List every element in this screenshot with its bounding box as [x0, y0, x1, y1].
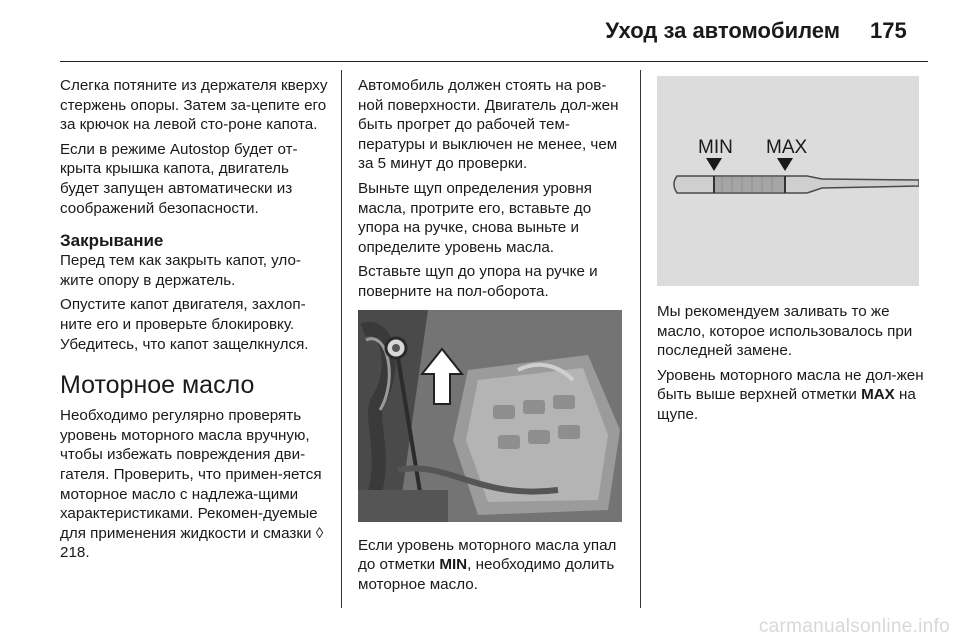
dipstick-min-label: MIN	[698, 137, 733, 158]
column-divider-1	[341, 70, 342, 608]
column-left	[60, 76, 332, 568]
column-divider-2	[640, 70, 641, 608]
max-level-text-2: на щупе.	[657, 386, 916, 423]
paragraph-closing-2: Опустите капот двигателя, захлоп-ните его и проверьте блокировку. Убедитесь, что капот защелкнулся.	[60, 296, 309, 353]
section-title-engine-oil: Моторное масло	[60, 371, 255, 400]
paragraph-hood-prop: Слегка потяните из держателя кверху стержень опоры. Затем за-цепите его за крючок на левой сто-роне капота.	[60, 77, 328, 134]
paragraph-same-oil: Мы рекомендуем заливать то же масло, которое использовалось при последней замене.	[657, 303, 913, 360]
watermark-text: carmanualsonline.info	[758, 616, 950, 637]
dipstick-max-label: MAX	[766, 137, 808, 158]
min-label-inline: MIN	[439, 556, 468, 574]
paragraph-insert-dipstick: Вставьте щуп до упора на ручке и поверните на пол-оборота.	[358, 263, 598, 300]
paragraph-min-level	[358, 536, 626, 595]
paragraph-remove-dipstick: Выньте щуп определения уровня масла, протрите его, вставьте до упора на ручке, снова выньте и определите уровень масла.	[358, 179, 592, 256]
page-header-title: Уход за автомобилем	[605, 18, 840, 43]
min-level-text-2: , необходимо долить моторное масло.	[358, 556, 615, 593]
paragraph-autostop: Если в режиме Autostop будет от-крыта крышка капота, двигатель будет запущен автоматически из соображений безопасности.	[60, 140, 298, 217]
column-middle	[358, 76, 626, 599]
paragraph-oil-check	[60, 406, 332, 563]
header-divider	[60, 61, 928, 62]
page-reference-icon: ◊	[315, 524, 324, 542]
max-label-inline: MAX	[861, 386, 895, 404]
column-right	[657, 76, 929, 430]
page-number: 175	[870, 18, 907, 43]
page-reference-link[interactable]: 218.	[60, 544, 90, 562]
max-level-text-1: Уровень моторного масла не дол-жен быть выше верхней отметки	[657, 366, 924, 404]
engine-bay-photo	[358, 310, 622, 522]
paragraph-max-level	[657, 366, 929, 425]
subheading-closing: Закрывание	[60, 231, 164, 251]
dipstick-diagram	[657, 76, 919, 286]
paragraph-closing-1: Перед тем как закрыть капот, уло-жите опору в держатель.	[60, 252, 301, 289]
oil-check-text: Необходимо регулярно проверять уровень моторного масла вручную, чтобы избежать повреждения дви-гателя. Проверить, что примен-яется моторное масло с надлежа-щими характеристиками. Рекомен-дуемые для применения жидкости и смазки	[60, 407, 322, 542]
min-level-text-1: Если уровень моторного масла упал до отметки	[358, 536, 617, 574]
paragraph-level-surface: Автомобиль должен стоять на ров-ной поверхности. Двигатель дол-жен быть прогрет до рабочей тем-пературы и выключен не менее, чем за 5 минут до проверки.	[358, 77, 619, 173]
